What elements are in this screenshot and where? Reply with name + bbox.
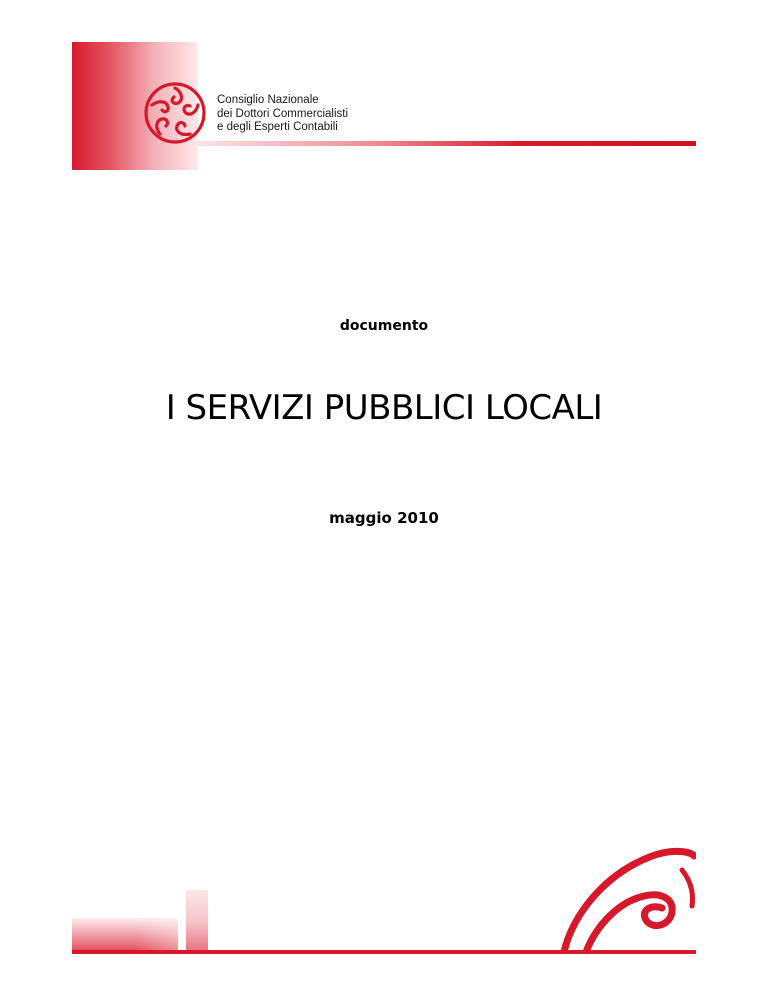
document-title: I SERVIZI PUBBLICI LOCALI (165, 388, 603, 428)
organization-name (217, 94, 477, 135)
org-name-line-3: e degli Esperti Contabili (217, 121, 338, 133)
header-red-rule (198, 141, 696, 146)
org-name-line-2: dei Dottori Commercialisti (217, 107, 349, 120)
footer-gradient-block-mid (186, 890, 208, 954)
org-name-line-1: Consiglio Nazionale (217, 94, 319, 106)
cndcec-emblem-icon (140, 78, 210, 148)
document-type-label: documento (339, 318, 429, 334)
footer-gradient-block-left (72, 918, 178, 954)
document-date: maggio 2010 (329, 509, 439, 527)
decorative-swirl-icon (556, 846, 696, 954)
